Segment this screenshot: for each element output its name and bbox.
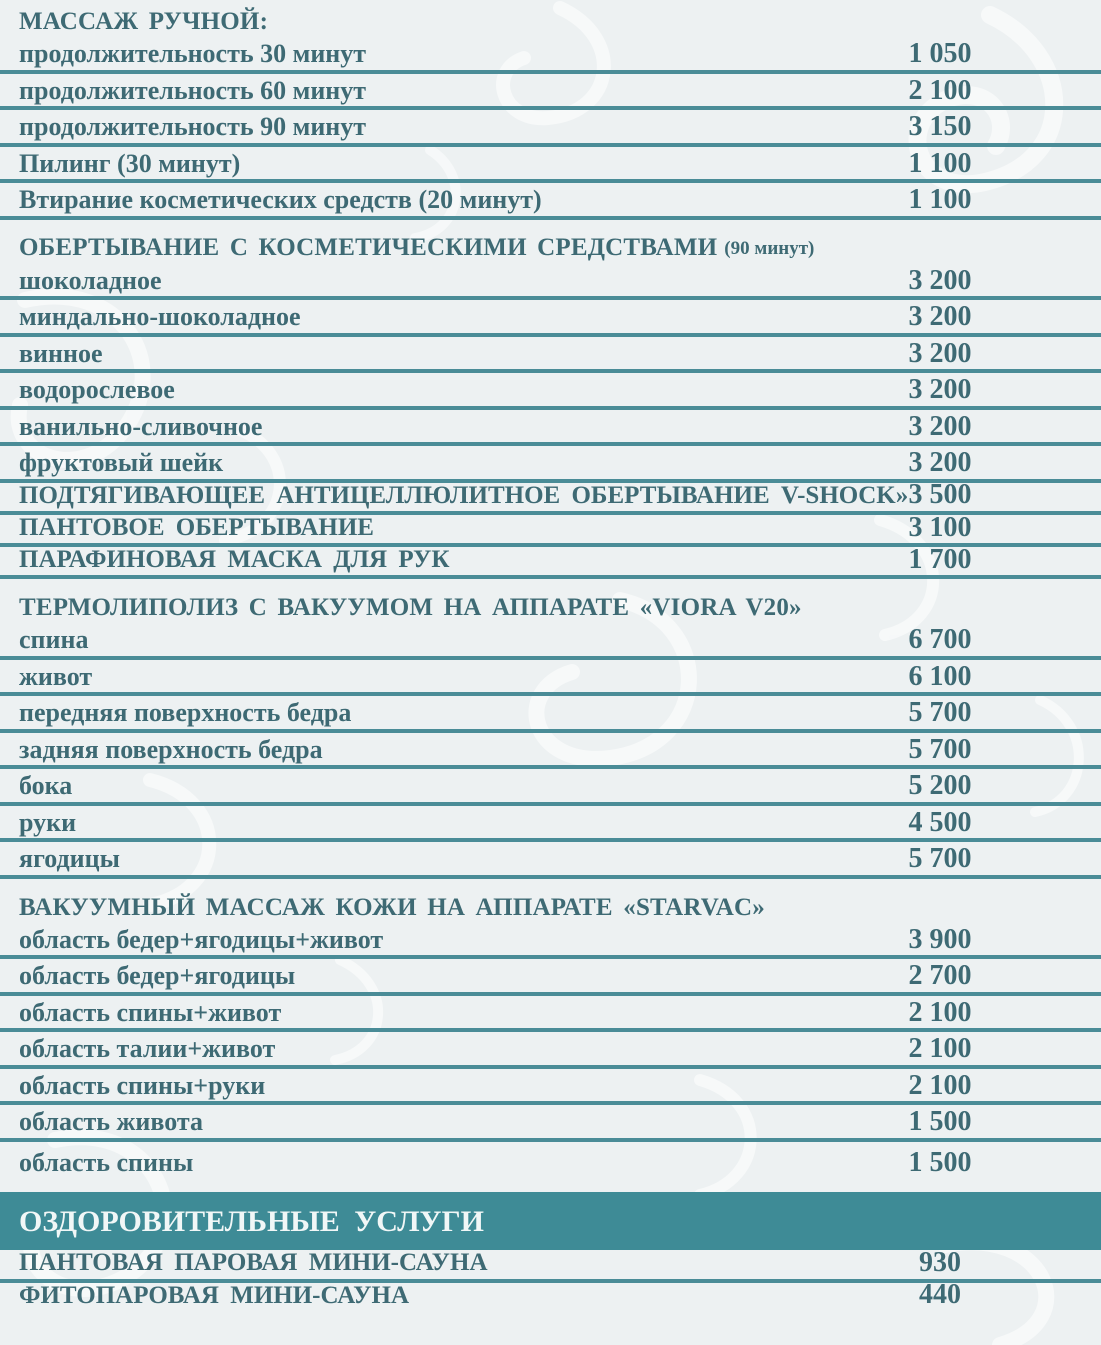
service-label: передняя поверхность бедра xyxy=(19,698,352,728)
service-label: спина xyxy=(19,625,89,655)
price-value: 3 200 xyxy=(908,447,972,479)
service-label: ПАНТОВАЯ ПАРОВАЯ МИНИ-САУНА xyxy=(19,1249,488,1277)
service-label: задняя поверхность бедра xyxy=(19,734,323,764)
service-label: область спины+руки xyxy=(19,1070,266,1100)
service-label: фруктовый шейк xyxy=(19,448,224,478)
price-value: 3 200 xyxy=(908,374,972,406)
price-value: 3 500 xyxy=(908,479,972,511)
price-row xyxy=(0,511,1101,547)
price-row xyxy=(0,842,1101,879)
price-row xyxy=(0,479,1101,515)
price-value: 3 200 xyxy=(908,264,972,296)
section-band xyxy=(0,1192,1101,1250)
price-row xyxy=(0,1032,1101,1069)
service-label: область спины+живот xyxy=(19,997,282,1027)
service-label: область живота xyxy=(19,1107,203,1137)
service-label: шоколадное xyxy=(19,265,162,295)
price-value: 6 700 xyxy=(908,624,972,656)
price-row xyxy=(0,74,1101,111)
service-label: область бедер+ягодицы xyxy=(19,961,296,991)
service-label: ПАНТОВОЕ ОБЕРТЫВАНИЕ xyxy=(19,513,374,541)
price-value: 6 100 xyxy=(908,660,972,692)
price-row xyxy=(0,733,1101,770)
price-value: 4 500 xyxy=(908,806,972,838)
section-title: ВАКУУМНЫЙ МАССАЖ КОЖИ НА АППАРАТЕ «STARVAC» xyxy=(19,893,765,921)
price-row xyxy=(0,696,1101,733)
section-header xyxy=(0,879,1101,923)
price-value: 1 500 xyxy=(908,1146,972,1178)
service-label: ванильно-сливочное xyxy=(19,411,263,441)
section-title: МАССАЖ РУЧНОЙ: xyxy=(19,7,269,35)
section-header xyxy=(0,0,1101,37)
price-row xyxy=(0,660,1101,697)
service-label: ягодицы xyxy=(19,844,120,874)
service-label: ПАРАФИНОВАЯ МАСКА ДЛЯ РУК xyxy=(19,546,450,573)
price-value: 1 500 xyxy=(908,1106,972,1138)
price-row xyxy=(0,410,1101,447)
price-row xyxy=(0,264,1101,301)
service-label: область бедер+ягодицы+живот xyxy=(19,924,384,954)
service-label: продолжительность 90 минут xyxy=(19,112,367,142)
service-label: Втирание косметических средств (20 минут) xyxy=(19,185,542,215)
service-label: руки xyxy=(19,807,77,837)
section-header xyxy=(0,579,1101,623)
price-row xyxy=(0,769,1101,806)
price-row xyxy=(0,37,1101,74)
price-row xyxy=(0,1105,1101,1142)
price-row xyxy=(0,1279,1101,1311)
section-title: ТЕРМОЛИПОЛИЗ С ВАКУУМОМ НА АППАРАТЕ «VIORA V20» xyxy=(19,594,802,621)
price-row xyxy=(0,543,1101,579)
price-value: 3 200 xyxy=(908,337,972,369)
price-row xyxy=(0,110,1101,147)
price-row xyxy=(0,337,1101,374)
price-row xyxy=(0,1247,1101,1282)
price-value: 2 100 xyxy=(908,996,972,1028)
price-value: 2 100 xyxy=(908,74,972,106)
service-label: продолжительность 60 минут xyxy=(19,75,367,105)
price-row xyxy=(0,183,1101,220)
price-value: 5 700 xyxy=(908,697,972,729)
service-label: бока xyxy=(19,771,73,801)
price-row xyxy=(0,806,1101,843)
service-label: ПОДТЯГИВАЮЩЕЕ АНТИЦЕЛЛЮЛИТНОЕ ОБЕРТЫВАНИЕ V-SHOCK» xyxy=(19,481,909,509)
service-label: водорослевое xyxy=(19,375,175,405)
price-row xyxy=(0,446,1101,483)
price-value: 3 900 xyxy=(908,923,972,955)
price-value: 5 700 xyxy=(908,843,972,875)
price-value: 3 200 xyxy=(908,410,972,442)
price-value: 5 200 xyxy=(908,770,972,802)
service-label: область спины xyxy=(19,1147,194,1177)
price-row xyxy=(0,1142,1101,1179)
price-value: 3 100 xyxy=(908,511,972,543)
service-label: винное xyxy=(19,338,103,368)
price-value: 1 100 xyxy=(908,147,972,179)
price-value: 1 050 xyxy=(908,38,972,70)
price-value: 930 xyxy=(919,1247,961,1279)
price-value: 2 700 xyxy=(908,960,972,992)
service-label: миндально-шоколадное xyxy=(19,302,301,332)
section-title-note: (90 минут) xyxy=(724,237,815,259)
price-value: 3 150 xyxy=(908,111,972,143)
price-value: 1 100 xyxy=(908,184,972,216)
section-title: ОБЕРТЫВАНИЕ С КОСМЕТИЧЕСКИМИ СРЕДСТВАМИ xyxy=(19,234,718,262)
section-header xyxy=(0,220,1101,264)
price-value: 3 200 xyxy=(908,301,972,333)
price-value: 2 100 xyxy=(908,1069,972,1101)
service-label: ФИТОПАРОВАЯ МИНИ-САУНА xyxy=(19,1281,410,1309)
price-value: 1 700 xyxy=(908,543,972,575)
price-row xyxy=(0,300,1101,337)
price-value: 5 700 xyxy=(908,733,972,765)
price-row xyxy=(0,959,1101,996)
price-row xyxy=(0,147,1101,184)
service-label: область талии+живот xyxy=(19,1034,276,1064)
price-value: 440 xyxy=(919,1279,961,1311)
price-row xyxy=(0,623,1101,660)
price-row xyxy=(0,1069,1101,1106)
service-label: Пилинг (30 минут) xyxy=(19,148,241,178)
section-title: ОЗДОРОВИТЕЛЬНЫЕ УСЛУГИ xyxy=(19,1204,484,1238)
service-label: продолжительность 30 минут xyxy=(19,39,367,69)
service-label: живот xyxy=(19,661,93,691)
price-row xyxy=(0,923,1101,960)
price-value: 2 100 xyxy=(908,1033,972,1065)
price-row xyxy=(0,373,1101,410)
price-row xyxy=(0,996,1101,1033)
